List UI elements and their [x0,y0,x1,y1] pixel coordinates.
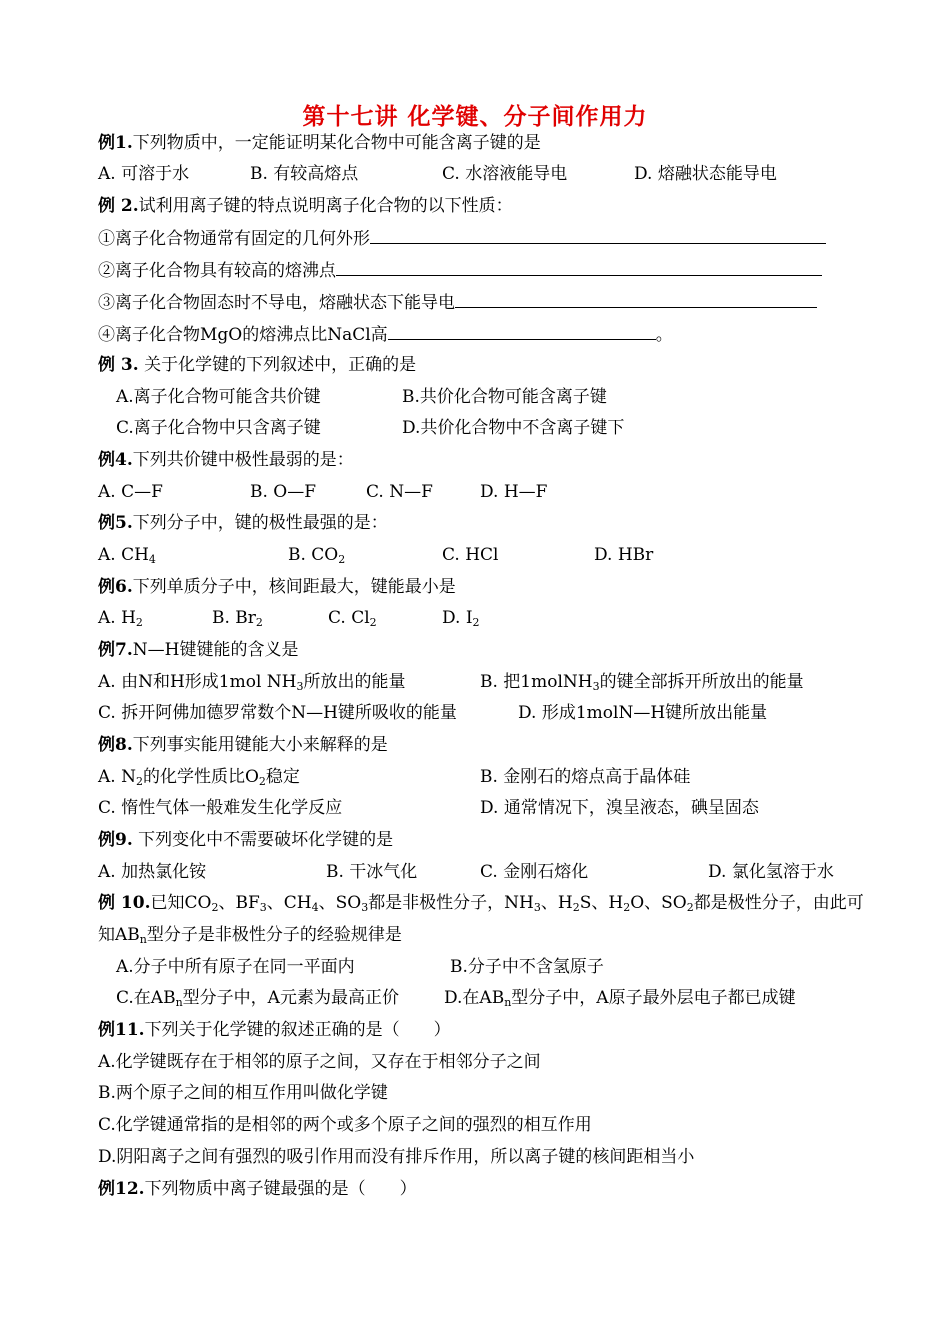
option-b: B. 有较高熔点 [250,164,359,184]
option-c: C. 拆开阿佛加德罗常数个N—H键所吸收的能量 [98,703,457,723]
option-c: C.离子化合物中只含离子键 [116,418,321,438]
document-title: 第十七讲 化学键、分子间作用力 [302,103,648,130]
option-a: A. $CH_4$ [98,545,156,566]
option-a: A. 由N和H形成1mol $NH_3$所放出的能量 [98,672,406,693]
option-c: C. N—F [366,482,433,502]
question-label: 例5. [98,513,133,533]
option-a: A. 加热氯化铵 [98,862,207,882]
question-label: 例 3. [98,355,139,375]
question-text: 下列共价键中极性最弱的是： [132,450,354,470]
item-text: ④离子化合物MgO的熔沸点比NaCl高 [98,325,388,345]
option-b: B. 干冰气化 [326,862,418,882]
item-text: ②离子化合物具有较高的熔沸点 [98,261,336,281]
option-b: B. 把1molNH$_3$的键全部拆开所放出的能量 [480,672,804,693]
question-label: 例11. [98,1020,145,1040]
option-d: D. 氯化氢溶于水 [708,862,834,882]
question-12 [98,1177,417,1201]
option-b: B. $Br_2$ [212,608,263,629]
option-c: C. $Cl_2$ [328,608,377,629]
option-d: D.共价化合物中不含离子键下 [402,418,625,438]
option-a: A.离子化合物可能含共价键 [116,387,321,407]
question-2 [98,194,513,218]
option-c: C. HCl [442,545,499,565]
question-text: 下列物质中离子键最强的是（ ） [144,1179,417,1199]
option-b: B.共价化合物可能含离子键 [402,387,607,407]
option-c: C. 水溶液能导电 [442,164,568,184]
question-11-option-d: D.阴阳离子之间有强烈的吸引作用而没有排斥作用，所以离子键的核间距相当小 [98,1147,695,1167]
answer-blank[interactable] [455,290,817,308]
option-a: A. 可溶于水 [98,164,190,184]
question-label: 例 2. [98,196,139,216]
question-text: 关于化学键的下列叙述中，正确的是 [138,355,417,375]
question-text: 下列变化中不需要破坏化学键的是 [132,830,394,850]
option-d: D.在$AB_n$型分子中，A原子最外层电子都已成键 [444,988,796,1009]
question-text: N—H键键能的含义是 [132,640,299,660]
answer-blank[interactable] [370,226,826,244]
question-text: 下列关于化学键的叙述正确的是（ ） [144,1020,451,1040]
question-2-item-4 [98,322,673,346]
option-c: C. 惰性气体一般难发生化学反应 [98,798,343,818]
option-c: C. 金刚石熔化 [480,862,589,882]
option-b: B.分子中不含氢原子 [450,957,604,977]
answer-blank[interactable] [336,258,822,276]
question-2-item-3 [98,290,817,314]
question-label: 例6. [98,577,133,597]
item-text: ③离子化合物固态时不导电，熔融状态下能导电 [98,293,455,313]
item-end: 。 [655,325,673,345]
option-d: D. H—F [480,482,548,502]
question-9 [98,828,393,852]
question-10-line-2: 知$AB_n$型分子是非极性分子的经验规律是 [98,925,402,946]
option-d: D. $I_2$ [442,608,480,629]
question-11-option-b: B.两个原子之间的相互作用叫做化学键 [98,1083,388,1103]
question-label: 例9. [98,830,133,850]
question-3 [98,353,416,377]
question-text: 下列物质中，一定能证明某化合物中可能含离子键的是 [132,133,541,153]
option-a: A. $H_2$ [98,608,143,629]
question-label: 例12. [98,1179,145,1199]
question-2-item-1 [98,226,826,250]
question-text: 下列分子中，键的极性最强的是： [132,513,388,533]
question-7 [98,638,298,662]
question-label: 例1. [98,133,133,153]
question-2-item-2 [98,258,822,282]
question-label: 例 10. [98,893,151,913]
question-label: 例8. [98,735,133,755]
option-d: D. 形成1molN—H键所放出能量 [518,703,768,723]
option-b: B. 金刚石的熔点高于晶体硅 [480,767,691,787]
option-d: D. 通常情况下，溴呈液态，碘呈固态 [480,798,759,818]
question-11 [98,1018,451,1042]
option-c: C.在$AB_n$型分子中，A元素为最高正价 [116,988,399,1009]
question-8 [98,733,388,757]
question-label: 例4. [98,450,133,470]
item-text: ①离子化合物通常有固定的几何外形 [98,229,370,249]
question-4 [98,448,354,472]
question-11-option-c: C.化学键通常指的是相邻的两个或多个原子之间的强烈的相互作用 [98,1115,592,1135]
question-1 [98,131,541,155]
question-text: 试利用离子键的特点说明离子化合物的以下性质： [138,196,513,216]
question-10: 例 10.已知$CO_2$、$BF_3$、$CH_4$、$SO_3$都是非极性分子，$NH_3$、$H_2S$、$H_2O$、$SO_2$都是极性分子，由此可 [98,893,864,914]
option-b: B. O—F [250,482,317,502]
option-d: D. 熔融状态能导电 [634,164,777,184]
question-6 [98,575,456,599]
option-a: A.分子中所有原子在同一平面内 [116,957,355,977]
question-11-option-a: A.化学键既存在于相邻的原子之间，又存在于相邻分子之间 [98,1052,541,1072]
option-a: A. $N_2$的化学性质比$O_2$稳定 [98,767,300,788]
option-a: A. C—F [98,482,163,502]
question-text: 下列事实能用键能大小来解释的是 [132,735,388,755]
question-text: 下列单质分子中，核间距最大，键能最小是 [132,577,456,597]
question-label: 例7. [98,640,133,660]
option-b: B. $CO_2$ [288,545,346,566]
option-d: D. HBr [594,545,654,565]
answer-blank[interactable] [388,322,656,340]
question-5 [98,511,388,535]
